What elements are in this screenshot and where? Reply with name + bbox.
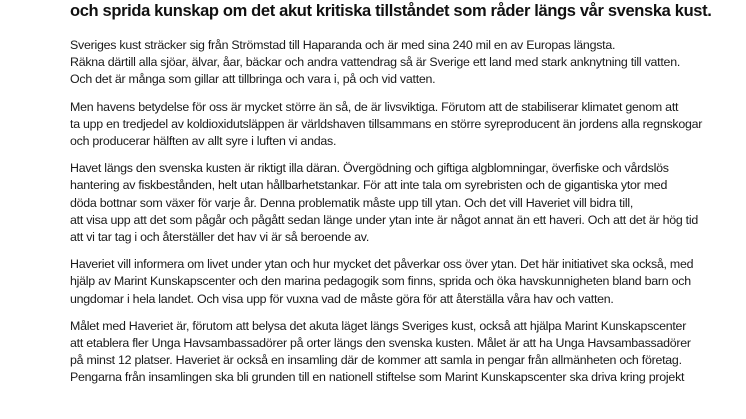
text-line: Pengarna från insamlingen ska bli grunden till en nationell stiftelse som Marint Kunskapscenter ska driva kring projekt [70, 370, 685, 385]
text-line: Sveriges kust sträcker sig från Strömstad till Haparanda och är med sina 240 mil en av Europas längsta. [70, 38, 616, 52]
text-line: på minst 12 platser. Haveriet är också en insamling där de kommer att samla in pengar från allmänheten och företag. [70, 353, 682, 368]
text-line: att vi tar tag i och återställer det hav vi är så beroende av. [70, 230, 370, 245]
text-line: Havet längs den svenska kusten är riktigt illa däran. Övergödning och giftiga algblomningar, överfiske och vårdslös [70, 161, 669, 176]
text-line: att etablera fler Unga Havsambassadörer på orter längs den svenska kusten. Målet är att ha Unga Havsambassadörer [70, 336, 691, 351]
paragraph-importance [70, 99, 746, 151]
page-heading: och sprida kunskap om det akut kritiska tillståndet som råder längs vår svenska kust. [70, 2, 712, 20]
text-line: att visa upp att det som pågår och pågått sedan länge under ytan inte är något annat än ett haveri. Och att det är hög tid [70, 212, 699, 227]
text-line: Räkna därtill alla sjöar, älvar, åar, bäckar och andra vattendrag så är Sverige ett land med stark anknytning till vatten. [70, 55, 681, 70]
text-line: Haveriet vill informera om livet under ytan och hur mycket det påverkar oss över ytan. Det här initiativet ska också, med [70, 257, 694, 272]
text-line: ta upp en tredjedel av koldioxidutsläppen är världshaven tillsammans en större syreproducent än jordens alla regnskogar [70, 116, 703, 131]
text-line: ungdomar i hela landet. Och visa upp för vuxna vad de måste göra för att återställa våra hav och vatten. [70, 291, 614, 306]
paragraph-inform [70, 256, 746, 308]
text-line: Och det är många som gillar att tillbringa och vara i, på och vid vatten. [70, 72, 436, 87]
text-line: hantering av fiskbestånden, helt utan hållbarhetstankar. För att inte tala om syrebristen och de gigantiska ytor med [70, 178, 668, 193]
paragraph-goal [70, 318, 746, 387]
text-line: hjälp av Marint Kunskapscenter och den marina pedagogik som finns, sprida och öka havskunnigheten bland barn och [70, 274, 691, 289]
text-line: Men havens betydelse för oss är mycket större än så, de är livsviktiga. Förutom att de stabiliserar klimatet genom att [70, 99, 679, 114]
paragraph-coastline [70, 37, 746, 89]
text-line: och producerar hälften av allt syre i luften vi andas. [70, 134, 337, 149]
paragraph-problems [70, 160, 746, 246]
article-body [70, 37, 746, 397]
text-line: Målet med Haveriet är, förutom att belysa det akuta läget längs Sveriges kust, också att hjälpa Marint Kunskapscenter [70, 318, 687, 333]
text-line: döda bottnar som växer för varje år. Denna problematik måste upp till ytan. Och det vill Haveriet vill bidra till, [70, 195, 634, 210]
